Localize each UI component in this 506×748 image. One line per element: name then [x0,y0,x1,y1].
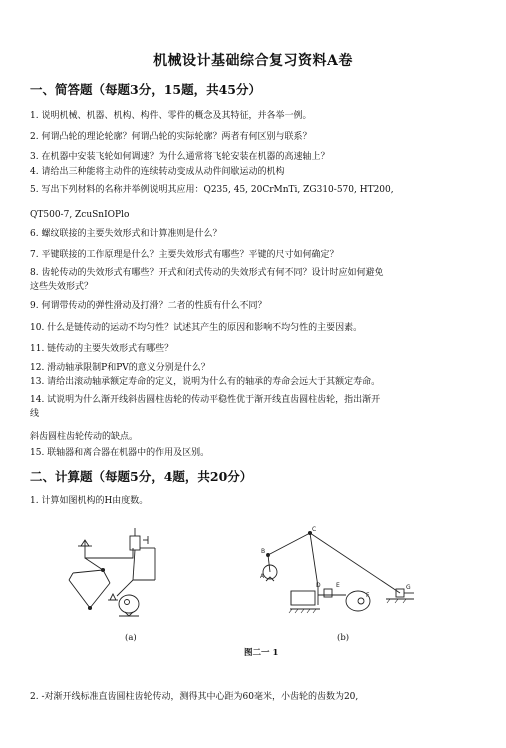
question-14-line-1: 14. 试说明为什么渐开线斜齿圆柱齿轮的传动平稳性优于渐开线直齿圆柱齿轮，指出渐开 [30,395,381,405]
calc-question-2: 2. -对渐开线标准直齿圆柱齿轮传动，测得其中心距为60毫米，小齿轮的齿数为20, [30,692,359,702]
figure-title: 图二一 1 [244,648,279,658]
question-6: 6. 螺纹联接的主要失效形式和计算准则是什么？ [30,229,222,239]
joint-label-E: E [336,582,340,589]
joint-label-D: D [316,582,321,589]
joint-label-G: G [406,584,411,591]
question-8-line-2: 这些失效形式？ [30,282,94,292]
joint-label-A: A [260,573,265,580]
question-5-line-2: QT500-7, ZcuSnIOPlo [30,210,130,220]
calc-question-1: 1. 计算如图机构的H由度数。 [30,496,149,506]
section-heading-calculation: 二、计算题（每题5分，4题，共20分） [30,469,253,484]
question-10: 10. 什么是链传动的运动不均匀性？试述其产生的原因和影响不均匀性的主要因素。 [30,323,363,333]
joint-label-C: C [312,526,317,533]
question-3: 3. 在机器中安装飞轮如何调速？为什么通常将飞轮安装在机器的高速轴上？ [30,152,330,162]
question-15: 15. 联轴器和离合器在机器中的作用及区别。 [30,448,210,458]
question-8-line-1: 8. 齿轮传动的失效形式有哪些？开式和闭式传动的失效形式有何不同？设计时应如何避免 [30,268,384,278]
mechanism-diagram-b [258,525,418,620]
question-7: 7. 平键联接的工作原理是什么？主要失效形式有哪些？平键的尺寸如何确定？ [30,250,339,260]
question-14-line-3: 斜齿圆柱齿轮传动的缺点。 [30,432,139,442]
question-13: 13. 请给出滚动轴承额定寿命的定义，说明为什么有的轴承的寿命会远大于其额定寿命。 [30,377,381,387]
question-12: 12. 滑动轴承限制P和PV的意义分别是什么？ [30,363,210,373]
question-5-line-1: 5. 写出下列材料的名称并举例说明其应用：Q235, 45, 20CrMnTi, ZG310-570, HT200, [30,185,394,195]
document-title: 机械设计基础综合复习资料A卷 [153,53,353,69]
figure-caption-a: (a) [125,633,137,643]
joint-label-F: F [366,592,370,599]
question-11: 11. 链传动的主要失效形式有哪些？ [30,344,174,354]
question-9: 9. 何谓带传动的弹性滑动及打滑？二者的性质有什么不同？ [30,301,267,311]
figure-caption-b: (b) [337,633,350,643]
mechanism-diagram-a [55,518,175,628]
question-14-line-2: 线 [30,409,40,419]
question-2: 2. 何谓凸轮的理论轮廓？何谓凸轮的实际轮廓？两者有何区别与联系？ [30,132,312,142]
joint-label-B: B [261,548,266,555]
section-heading-short-answer: 一、简答题（每题3分，15题，共45分） [30,82,261,97]
question-1: 1. 说明机械、机器、机构、构件、零件的概念及其特征，并各举一例。 [30,111,312,121]
question-4: 4. 请给出三种能将主动件的连续转动变成从动件间歇运动的机构 [30,167,285,177]
